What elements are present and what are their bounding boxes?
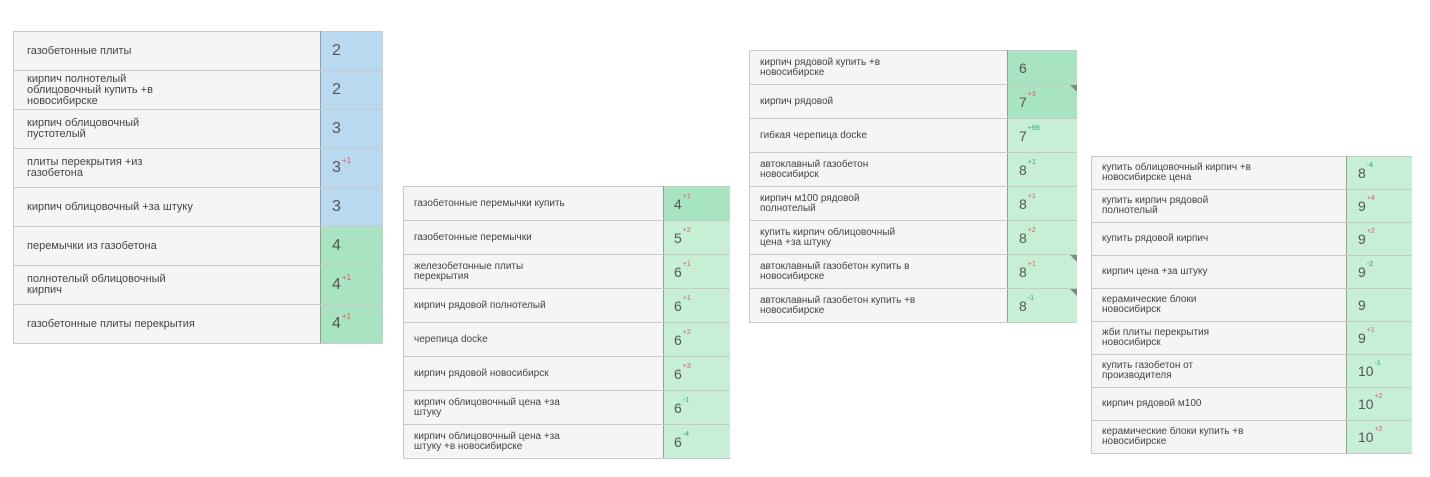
position-value: 7 (1019, 93, 1027, 110)
keyword-text: кирпич рядовой купить +в новосибирске (760, 56, 881, 78)
position-cell (1347, 289, 1413, 322)
position-change: +1 (1027, 158, 1036, 166)
position-value: 6 (674, 365, 682, 382)
position-cell (664, 323, 731, 357)
position-cell (664, 391, 731, 425)
position-value: 9 (1358, 231, 1366, 247)
table-row (14, 32, 384, 71)
keyword-cell (14, 227, 321, 266)
keyword-text: газобетонные плиты (27, 44, 132, 57)
position-cell (1008, 85, 1078, 119)
table-row (1092, 157, 1413, 190)
table-row (750, 289, 1078, 323)
position-cell (1347, 388, 1413, 421)
position-cell (1347, 322, 1413, 355)
keyword-cell (750, 255, 1008, 289)
keyword-cell (750, 187, 1008, 221)
position-value: 8 (1019, 161, 1027, 178)
keyword-cell (14, 266, 321, 305)
keyword-text: полнотелый облицовочный кирпич (27, 273, 166, 296)
position-cell (1008, 51, 1078, 85)
position-change: -1 (1027, 294, 1035, 302)
keyword-text: кирпич рядовой м100 (1102, 398, 1202, 409)
position-change: +69 (1027, 124, 1040, 132)
table-row (404, 323, 731, 357)
keyword-text: купить рядовой кирпич (1102, 233, 1209, 244)
position-cell (1008, 221, 1078, 255)
keyword-cell (1092, 190, 1347, 223)
table-row (14, 71, 384, 110)
position-cell (1347, 421, 1413, 454)
position-cell (1008, 119, 1078, 153)
table-row (1092, 190, 1413, 223)
position-cell (664, 255, 731, 289)
position-change: -4 (682, 430, 690, 438)
keyword-cell (404, 255, 664, 289)
keyword-text: керамические блоки новосибирск (1102, 294, 1197, 315)
position-value: 6 (674, 297, 682, 314)
keyword-text: кирпич облицовочный +за штуку (27, 200, 193, 213)
position-value: 7 (1019, 127, 1027, 144)
table-row (14, 149, 384, 188)
keyword-text: кирпич облицовочный пустотелый (27, 117, 140, 140)
keyword-cell (14, 305, 321, 344)
table-row (14, 266, 384, 305)
position-value: 6 (674, 331, 682, 348)
keyword-cell (1092, 355, 1347, 388)
keyword-text: железобетонные плиты перекрытия (414, 260, 524, 282)
position-cell (321, 149, 384, 188)
position-change: +3 (682, 362, 691, 370)
keyword-text: газобетонные перемычки (414, 231, 532, 243)
note-corner-icon (1070, 85, 1077, 92)
keyword-cell (404, 357, 664, 391)
table-row (1092, 223, 1413, 256)
keyword-cell (14, 149, 321, 188)
keyword-cell (1092, 421, 1347, 454)
keyword-cell (14, 110, 321, 149)
position-value: 8 (1019, 195, 1027, 212)
keyword-text: кирпич облицовочный цена +за штуку (414, 396, 560, 418)
keyword-cell (750, 51, 1008, 85)
keyword-text: газобетонные перемычки купить (414, 197, 565, 209)
table-row (404, 391, 731, 425)
keyword-text: черепица docke (414, 333, 488, 345)
position-value: 9 (1358, 198, 1366, 214)
position-change: +2 (1374, 426, 1383, 433)
position-value: 6 (674, 433, 682, 450)
keyword-cell (1092, 322, 1347, 355)
position-value: 4 (332, 315, 341, 332)
keyword-cell (14, 32, 321, 71)
keyword-text: керамические блоки купить +в новосибирске (1102, 426, 1244, 447)
keyword-cell (750, 153, 1008, 187)
table-row (404, 187, 731, 221)
table-row (1092, 421, 1413, 454)
position-change: +1 (682, 294, 691, 302)
keyword-text: купить газобетон от производителя (1102, 360, 1194, 381)
position-change: +1 (1366, 327, 1375, 334)
position-change: +1 (341, 312, 352, 321)
position-cell (664, 187, 731, 221)
position-value: 4 (674, 195, 682, 212)
position-change: +1 (682, 192, 691, 200)
keyword-text: кирпич рядовой полнотелый (414, 299, 546, 311)
position-cell (1008, 289, 1078, 323)
keyword-text: автоклавный газобетон новосибирск (760, 158, 869, 180)
position-cell (321, 305, 384, 344)
keyword-cell (750, 85, 1008, 119)
position-change: +1 (1027, 260, 1036, 268)
position-change: +2 (682, 328, 691, 336)
keyword-text: купить кирпич облицовочный цена +за штуку (760, 226, 896, 248)
position-value: 3 (332, 159, 341, 176)
position-change: +2 (1366, 228, 1375, 235)
position-value: 6 (674, 263, 682, 280)
position-change: -2 (1366, 261, 1374, 268)
position-cell (1347, 190, 1413, 223)
keyword-cell (750, 221, 1008, 255)
position-value: 9 (1358, 330, 1366, 346)
position-value: 9 (1358, 297, 1366, 313)
keyword-text: гибкая черепица docke (760, 129, 867, 141)
position-cell (321, 266, 384, 305)
position-cell (321, 188, 384, 227)
ranking-table-1 (13, 31, 383, 344)
keyword-cell (1092, 289, 1347, 322)
position-cell (664, 221, 731, 255)
position-value: 6 (674, 399, 682, 416)
table-row (750, 51, 1078, 85)
position-change: +3 (1027, 90, 1036, 98)
table-row (750, 255, 1078, 289)
position-value: 2 (332, 81, 341, 98)
position-value: 9 (1358, 264, 1366, 280)
ranking-table-3 (749, 50, 1077, 323)
position-value: 8 (1019, 229, 1027, 246)
keyword-text: плиты перекрытия +из газобетона (27, 156, 143, 179)
keyword-cell (1092, 223, 1347, 256)
table-row (14, 227, 384, 266)
position-cell (1347, 355, 1413, 388)
keyword-cell (750, 119, 1008, 153)
keyword-cell (404, 425, 664, 459)
keyword-cell (404, 221, 664, 255)
keyword-text: кирпич облицовочный цена +за штуку +в новосибирске (414, 430, 560, 452)
position-cell (1008, 255, 1078, 289)
position-cell (664, 425, 731, 459)
position-cell (1347, 256, 1413, 289)
keyword-text: кирпич цена +за штуку (1102, 266, 1208, 277)
ranking-table-2 (403, 186, 730, 459)
keyword-cell (404, 323, 664, 357)
table-row (1092, 355, 1413, 388)
position-value: 10 (1358, 363, 1374, 379)
keyword-cell (14, 188, 321, 227)
keyword-text: купить кирпич рядовой полнотелый (1102, 195, 1209, 216)
position-cell (1347, 223, 1413, 256)
position-cell (321, 32, 384, 71)
keyword-text: перемычки из газобетона (27, 239, 157, 252)
position-cell (664, 357, 731, 391)
position-value: 3 (332, 198, 341, 215)
keyword-text: кирпич рядовой (760, 95, 834, 107)
position-change: +2 (1374, 393, 1383, 400)
position-change: +4 (1366, 195, 1375, 202)
position-cell (1008, 153, 1078, 187)
table-row (750, 221, 1078, 255)
position-change: -1 (682, 396, 690, 404)
table-row (14, 305, 384, 344)
position-cell (1347, 157, 1413, 190)
note-corner-icon (1070, 255, 1077, 262)
keyword-cell (404, 289, 664, 323)
keyword-text: купить облицовочный кирпич +в новосибирске цена (1102, 162, 1251, 183)
table-row (1092, 289, 1413, 322)
position-cell (321, 227, 384, 266)
table-row (750, 85, 1078, 119)
keyword-text: газобетонные плиты перекрытия (27, 317, 195, 330)
keyword-cell (404, 391, 664, 425)
position-cell (321, 110, 384, 149)
keyword-cell (1092, 256, 1347, 289)
position-change: +1 (682, 260, 691, 268)
position-value: 10 (1358, 429, 1374, 445)
table-row (750, 153, 1078, 187)
position-cell (664, 289, 731, 323)
table-row (404, 425, 731, 459)
keyword-text: кирпич м100 рядовой полнотелый (760, 192, 860, 214)
ranking-table-4 (1091, 156, 1412, 454)
position-value: 4 (332, 237, 341, 254)
position-change: +2 (1027, 226, 1036, 234)
keyword-text: жби плиты перекрытия новосибирск (1102, 327, 1210, 348)
table-row (404, 255, 731, 289)
keyword-text: автоклавный газобетон купить в новосибирске (760, 260, 910, 282)
position-cell (321, 71, 384, 110)
position-change: +2 (682, 226, 691, 234)
position-value: 10 (1358, 396, 1374, 412)
position-value: 8 (1019, 297, 1027, 314)
position-cell (1008, 187, 1078, 221)
keyword-cell (750, 289, 1008, 323)
position-change: -1 (1374, 360, 1381, 367)
position-value: 4 (332, 276, 341, 293)
position-value: 2 (332, 42, 341, 59)
table-row (750, 187, 1078, 221)
position-change: +1 (341, 273, 352, 282)
position-change: -4 (1366, 162, 1374, 169)
position-value: 3 (332, 120, 341, 137)
table-row (404, 221, 731, 255)
note-corner-icon (1070, 289, 1077, 296)
position-value: 6 (1019, 59, 1027, 76)
keyword-cell (1092, 388, 1347, 421)
position-change: +1 (341, 156, 352, 165)
table-row (750, 119, 1078, 153)
keyword-cell (14, 71, 321, 110)
table-row (14, 110, 384, 149)
keyword-cell (1092, 157, 1347, 190)
position-value: 8 (1358, 165, 1366, 181)
keyword-text: кирпич полнотелый облицовочный купить +в новосибирске (27, 72, 153, 107)
keyword-text: кирпич рядовой новосибирск (414, 367, 549, 379)
table-row (404, 289, 731, 323)
position-value: 8 (1019, 263, 1027, 280)
position-value: 5 (674, 229, 682, 246)
position-change: +1 (1027, 192, 1036, 200)
table-row (14, 188, 384, 227)
table-row (1092, 388, 1413, 421)
keyword-text: автоклавный газобетон купить +в новосибирске (760, 294, 916, 316)
table-row (1092, 322, 1413, 355)
keyword-cell (404, 187, 664, 221)
table-row (1092, 256, 1413, 289)
table-row (404, 357, 731, 391)
